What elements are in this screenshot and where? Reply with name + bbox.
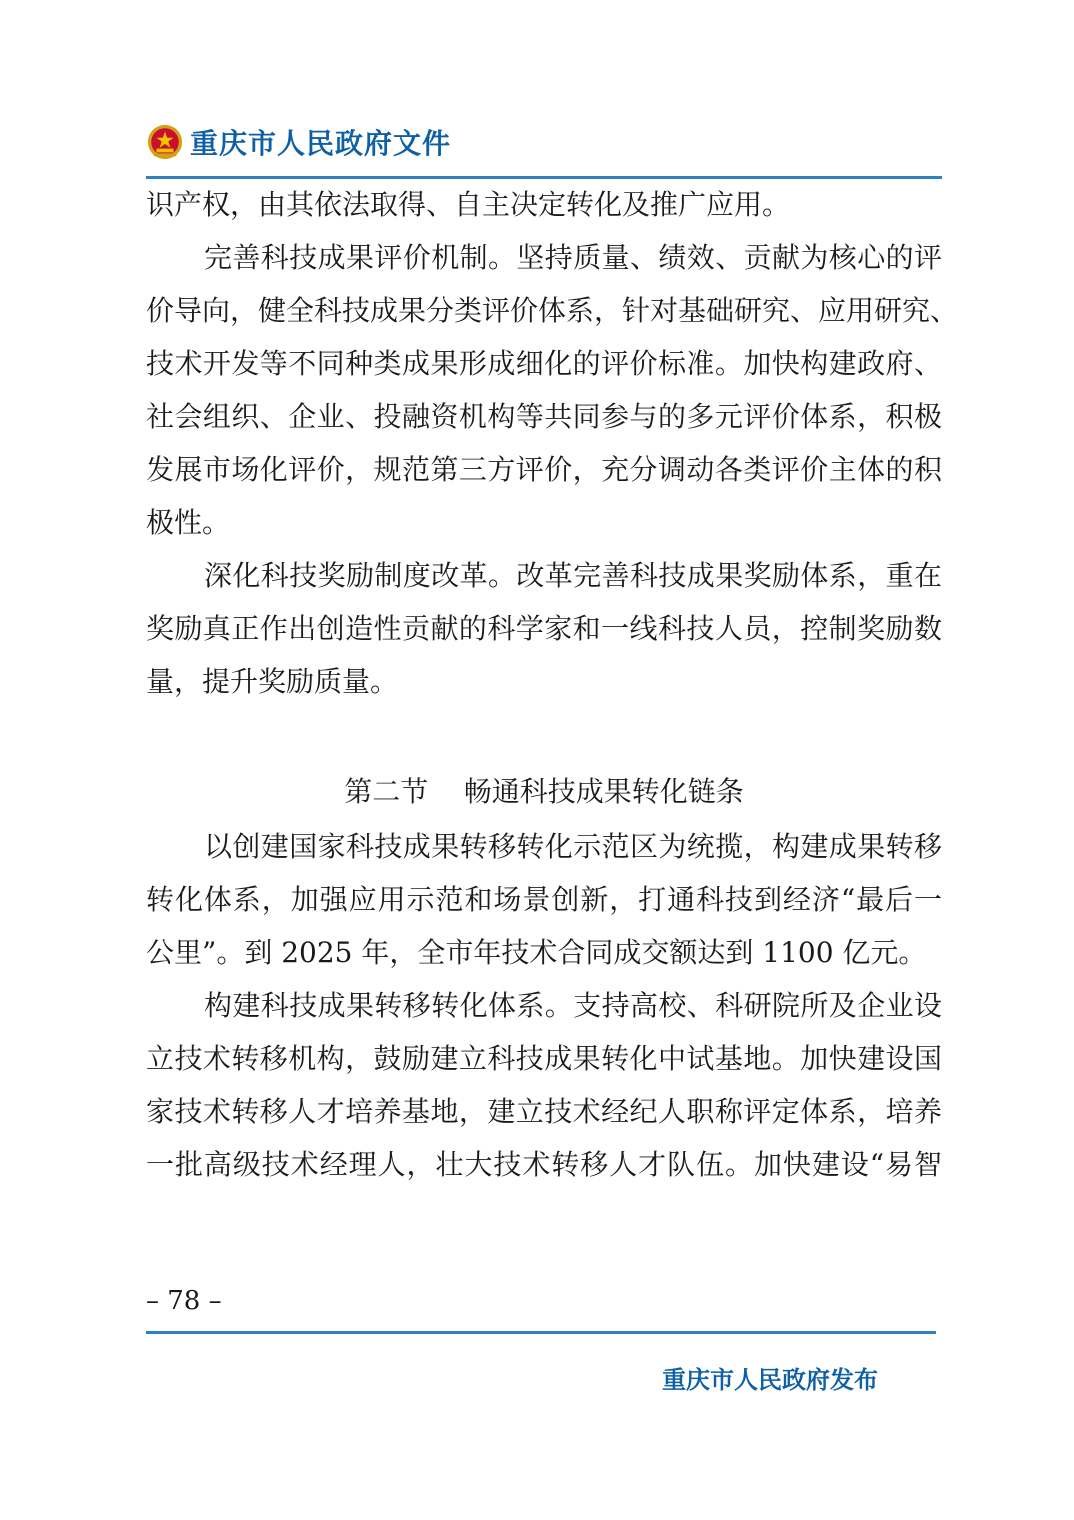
text-line: 完善科技成果评价机制。坚持质量、绩效、贡献为核心的评: [204, 241, 942, 274]
text-line: 奖励真正作出创造性贡献的科学家和一线科技人员，控制奖励数: [146, 612, 942, 645]
national-emblem-icon: [146, 123, 184, 161]
text-line: 发展市场化评价，规范第三方评价，充分调动各类评价主体的积: [146, 453, 942, 486]
text-line: 立技术转移机构，鼓励建立科技成果转化中试基地。加快建设国: [146, 1042, 942, 1075]
text-line: 一批高级技术经理人，壮大技术转移人才队伍。加快建设“易智: [146, 1148, 942, 1181]
text-line: 构建科技成果转移转化体系。支持高校、科研院所及企业设: [204, 989, 942, 1022]
text-line: 量，提升奖励质量。: [146, 665, 399, 698]
document-header-title: 重庆市人民政府文件: [190, 127, 452, 160]
text-line: 价导向，健全科技成果分类评价体系，针对基础研究、应用研究、: [146, 294, 959, 327]
section-heading: 第二节 畅通科技成果转化链条: [344, 775, 744, 808]
footer-divider: [146, 1331, 936, 1334]
text-line: 深化科技奖励制度改革。改革完善科技成果奖励体系，重在: [204, 559, 942, 592]
footer-publisher: 重庆市人民政府发布: [662, 1366, 878, 1394]
text-line: 技术开发等不同种类成果形成细化的评价标准。加快构建政府、: [146, 347, 942, 380]
text-line: 公里”。到 2025 年，全市年技术合同成交额达到 1100 亿元。: [146, 936, 927, 969]
text-line: 以创建国家科技成果转移转化示范区为统揽，构建成果转移: [204, 830, 942, 863]
text-line: 转化体系，加强应用示范和场景创新，打通科技到经济“最后一: [146, 883, 942, 916]
text-line: 社会组织、企业、投融资机构等共同参与的多元评价体系，积极: [146, 400, 942, 433]
document-body: [146, 178, 959, 1191]
text-line: 极性。: [146, 506, 231, 539]
text-line: 识产权，由其依法取得、自主决定转化及推广应用。: [146, 188, 791, 221]
document-header: [146, 118, 451, 166]
page-number: – 78 –: [146, 1286, 222, 1316]
text-line: 家技术转移人才培养基地，建立技术经纪人职称评定体系，培养: [146, 1095, 942, 1128]
section-spacer: [146, 708, 942, 764]
